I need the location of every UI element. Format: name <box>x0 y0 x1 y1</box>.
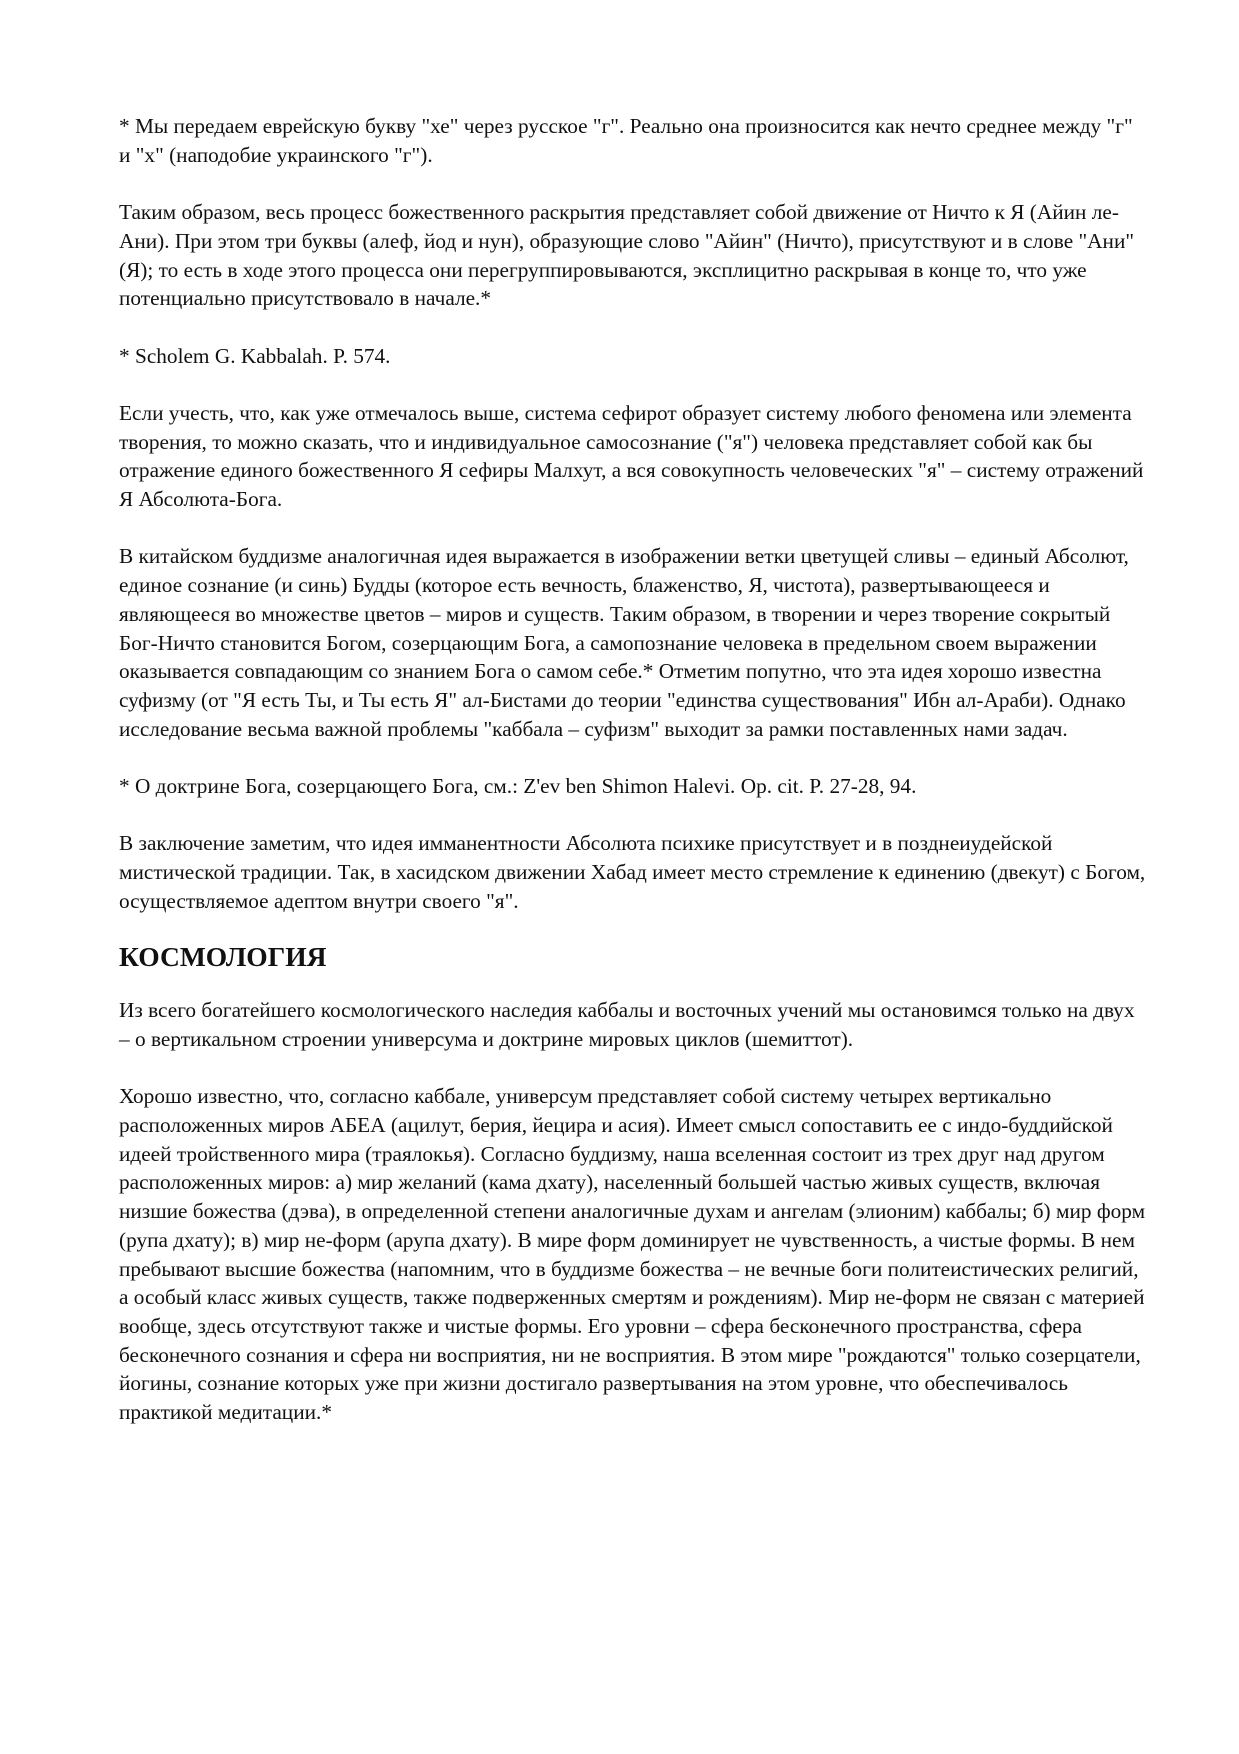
paragraph-habad: В заключение заметим, что идея имманентности Абсолюта психике присутствует и в позднеиудейской мистической традиции. Так, в хасидском движении Хабад имеет место стремление к единению (двекут) с Богом, осуществляемое адептом внутри своего "я". <box>119 831 1146 913</box>
section-heading-cosmology: КОСМОЛОГИЯ <box>119 941 327 973</box>
footnote-halevi: * О доктрине Бога, созерцающего Бога, см.: Z'ev ben Shimon Halevi. Op. cit. P. 27-28, 94. <box>119 774 917 799</box>
paragraph-chinese-buddhism: В китайском буддизме аналогичная идея выражается в изображении ветки цветущей сливы – единый Абсолют, единое сознание (и синь) Будды (которое есть вечность, блаженство, Я, чистота), развертывающееся и являющееся во множестве цветов – миров и существ. Таким образом, в творении и через творение сокрытый Бог-Ничто становится Богом, созерцающим Бога, а самопознание человека в предельном своем выражении оказывается совпадающим со знанием Бога о самом себе.* Отметим попутно, что эта идея хорошо известна суфизму (от "Я есть Ты, и Ты есть Я" ал-Бистами до теории "единства существования" Ибн ал-Араби). Однако исследование весьма важной проблемы "каббала – суфизм" выходит за рамки поставленных нами задач. <box>119 544 1129 741</box>
paragraph-cosmology-intro: Из всего богатейшего космологического наследия каббалы и восточных учений мы остановимся только на двух – о вертикальном строении универсума и доктрине мировых циклов (шемиттот). <box>119 998 1135 1051</box>
paragraph-sefirot-self: Если учесть, что, как уже отмечалось выше, система сефирот образует систему любого феномена или элемента творения, то можно сказать, что и индивидуальное самосознание ("я") человека представляет собой как бы отражение единого божественного Я сефиры Малхут, а вся совокупность человеческих "я" – систему отражений Я Абсолюта-Бога. <box>119 400 1144 512</box>
paragraph-abea-worlds: Хорошо известно, что, согласно каббале, универсум представляет собой систему четырех вертикально расположенных миров АБЕА (ацилут, берия, йецира и асия). Имеет смысл сопоставить ее с индо-буддийской идеей тройственного мира (траялокья). Согласно буддизму, наша вселенная состоит из трех друг над другом расположенных миров: а) мир желаний (кама дхату), населенный большей частью живых существ, включая низшие божества (дэва), в определенной степени аналогичные духам и ангелам (элионим) каббалы; б) мир форм (рупа дхату); в) мир не-форм (арупа дхату). В мире форм доминирует не чувственность, а чистые формы. В нем пребывают высшие божества (напомним, что в буддизме божества – не вечные боги политеистических религий, а особый класс живых существ, также подверженных смертям и рождениям). Мир не-форм не связан с материей вообще, здесь отсутствуют также и чистые формы. Его уровни – сфера бесконечного пространства, сфера бесконечного сознания и сфера ни восприятия, ни не восприятия. В этом мире "рождаются" только созерцатели, йогины, сознание которых уже при жизни достигало развертывания на этом уровне, что обеспечивалось практикой медитации.* <box>119 1084 1146 1425</box>
document-page <box>119 112 1149 1456</box>
footnote-he-letter: * Мы передаем еврейскую букву "хе" через русское "г". Реально она произносится как нечто среднее между "г" и "х" (наподобие украинского "г"). <box>119 114 1133 167</box>
footnote-scholem: * Scholem G. Kabbalah. P. 574. <box>119 343 391 368</box>
paragraph-ayin-ani: Таким образом, весь процесс божественного раскрытия представляет собой движение от Ничто к Я (Айин ле-Ани). При этом три буквы (алеф, йод и нун), образующие слово "Айин" (Ничто), присутствуют и в слове "Ани" (Я); то есть в ходе этого процесса они перегруппировываются, эксплицитно раскрывая в конце то, что уже потенциально присутствовало в начале.* <box>119 200 1135 311</box>
